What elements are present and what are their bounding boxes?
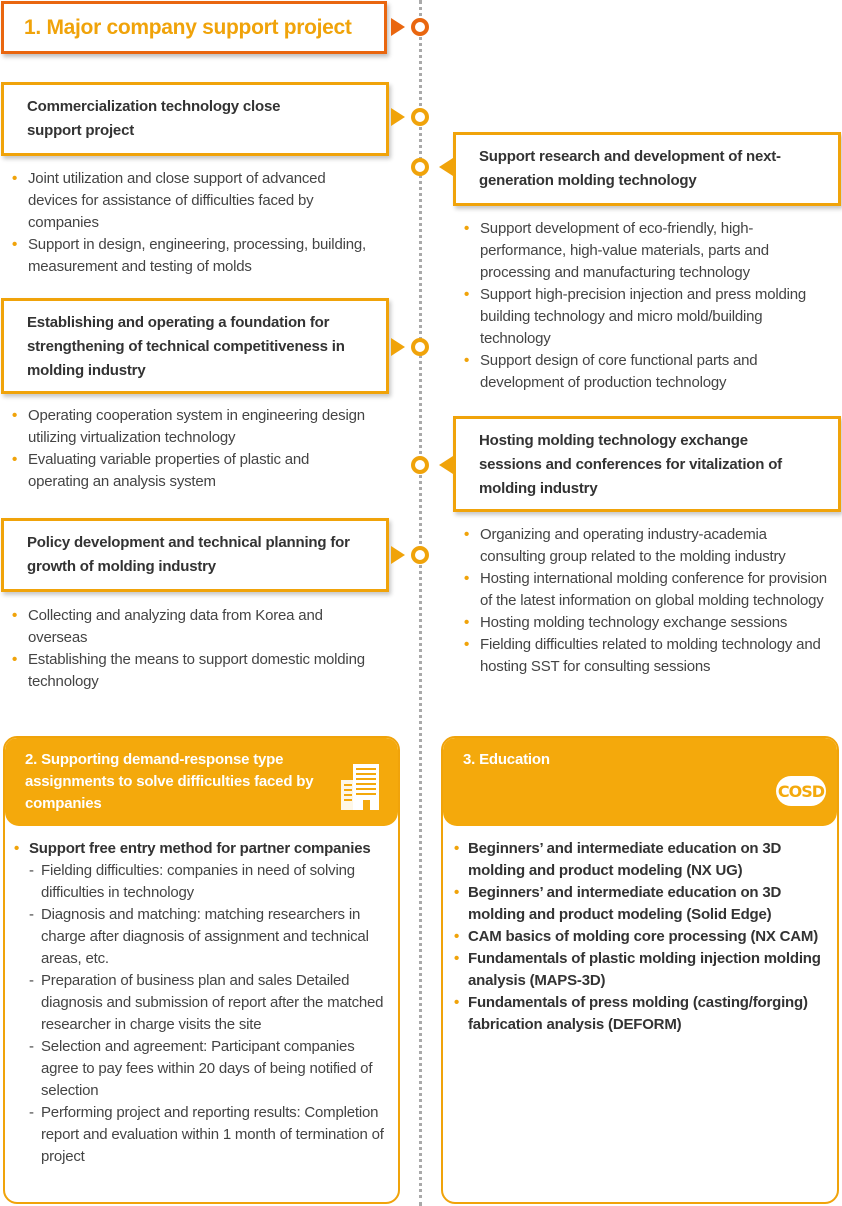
timeline-dot — [411, 338, 429, 356]
list-item: • Organizing and operating industry-academia consulting group related to the molding industry — [464, 524, 832, 568]
cosd-logo-text: COSD — [777, 781, 825, 801]
list-item: • Evaluating variable properties of plastic and operating an analysis system — [12, 449, 372, 493]
left-section-3-title: Policy development and technical planning for growth of molding industry — [27, 534, 350, 575]
section-title: 1. Major company support project — [24, 15, 352, 39]
main-bullet — [14, 838, 392, 860]
list-item: • Support in design, engineering, processing, building, measurement and testing of molds — [12, 234, 372, 278]
demand-response-panel-header — [5, 738, 398, 826]
left-section-2-arrow — [391, 338, 405, 356]
list-item: • Support design of core functional parts and development of production technology — [464, 350, 824, 394]
list-item: • Fundamentals of press molding (casting/forging) fabrication analysis (DEFORM) — [454, 992, 834, 1036]
left-section-1-title: Commercialization technology close support project — [27, 98, 281, 139]
timeline-line — [419, 0, 422, 1206]
cosd-logo — [776, 776, 826, 806]
list-item: - Diagnosis and matching: matching researchers in charge after diagnosis of assignment and technical areas, etc. — [29, 904, 392, 970]
education-panel-title: 3. Education — [463, 751, 550, 768]
list-item: • Fielding difficulties related to molding technology and hosting SST for consulting sessions — [464, 634, 832, 678]
timeline-dot — [411, 108, 429, 126]
left-section-1-list — [12, 168, 372, 278]
timeline-dot — [411, 546, 429, 564]
right-section-1-title: Support research and development of next-generation molding technology — [479, 148, 781, 189]
left-section-2-list — [12, 405, 372, 493]
list-item: - Performing project and reporting results: Completion report and evaluation within 1 month of termination of project — [29, 1102, 392, 1168]
list-item: • Support development of eco-friendly, high-performance, high-value materials, parts and processing and manufacturing technology — [464, 218, 824, 284]
right-section-1-list — [464, 218, 824, 394]
left-section-2-title: Establishing and operating a foundation for strengthening of technical competitiveness in molding industry — [27, 314, 345, 379]
right-section-2-arrow — [439, 456, 453, 474]
right-section-2-title: Hosting molding technology exchange sessions and conferences for vitalization of molding industry — [479, 432, 782, 497]
section-header — [1, 1, 387, 54]
demand-response-content — [14, 838, 392, 1168]
right-section-2-box — [453, 416, 841, 512]
building-icon — [339, 762, 383, 812]
left-section-3-box — [1, 518, 389, 592]
right-section-2-list — [464, 524, 832, 678]
list-item: • Support high-precision injection and press molding building technology and micro mold/building technology — [464, 284, 824, 350]
education-panel-header — [443, 738, 837, 826]
timeline-dot — [411, 158, 429, 176]
list-item: • Establishing the means to support domestic molding technology — [12, 649, 372, 693]
left-section-2-box — [1, 298, 389, 394]
list-item: • Operating cooperation system in engineering design utilizing virtualization technology — [12, 405, 372, 449]
list-item: • Beginners’ and intermediate education on 3D molding and product modeling (NX UG) — [454, 838, 834, 882]
right-section-1-box — [453, 132, 841, 206]
list-item: • Hosting molding technology exchange sessions — [464, 612, 832, 634]
main-bullet-text: Support free entry method for partner companies — [29, 840, 371, 857]
left-section-1-arrow — [391, 108, 405, 126]
header-arrow — [391, 18, 405, 36]
list-item: - Preparation of business plan and sales Detailed diagnosis and submission of report after the matched researcher in charge visits the site — [29, 970, 392, 1036]
right-section-1-arrow — [439, 158, 453, 176]
demand-response-panel-title: 2. Supporting demand-response type assignments to solve difficulties faced by companies — [25, 751, 314, 812]
education-panel — [441, 736, 839, 1204]
left-section-3-arrow — [391, 546, 405, 564]
left-section-1-box — [1, 82, 389, 156]
demand-response-panel — [3, 736, 400, 1204]
list-item: • Beginners’ and intermediate education on 3D molding and product modeling (Solid Edge) — [454, 882, 834, 926]
bullet-dot: • — [14, 840, 20, 857]
timeline-dot — [411, 456, 429, 474]
list-item: - Selection and agreement: Participant companies agree to pay fees within 20 days of being notified of selection — [29, 1036, 392, 1102]
list-item: • Hosting international molding conference for provision of the latest information on global molding technology — [464, 568, 832, 612]
education-list — [454, 838, 834, 1036]
list-item: • Fundamentals of plastic molding injection molding analysis (MAPS-3D) — [454, 948, 834, 992]
list-item: - Fielding difficulties: companies in need of solving difficulties in technology — [29, 860, 392, 904]
list-item: • Collecting and analyzing data from Korea and overseas — [12, 605, 372, 649]
list-item: • Joint utilization and close support of advanced devices for assistance of difficulties faced by companies — [12, 168, 372, 234]
list-item: • CAM basics of molding core processing (NX CAM) — [454, 926, 834, 948]
left-section-3-list — [12, 605, 372, 693]
timeline-dot — [411, 18, 429, 36]
steps-list — [29, 860, 392, 1168]
